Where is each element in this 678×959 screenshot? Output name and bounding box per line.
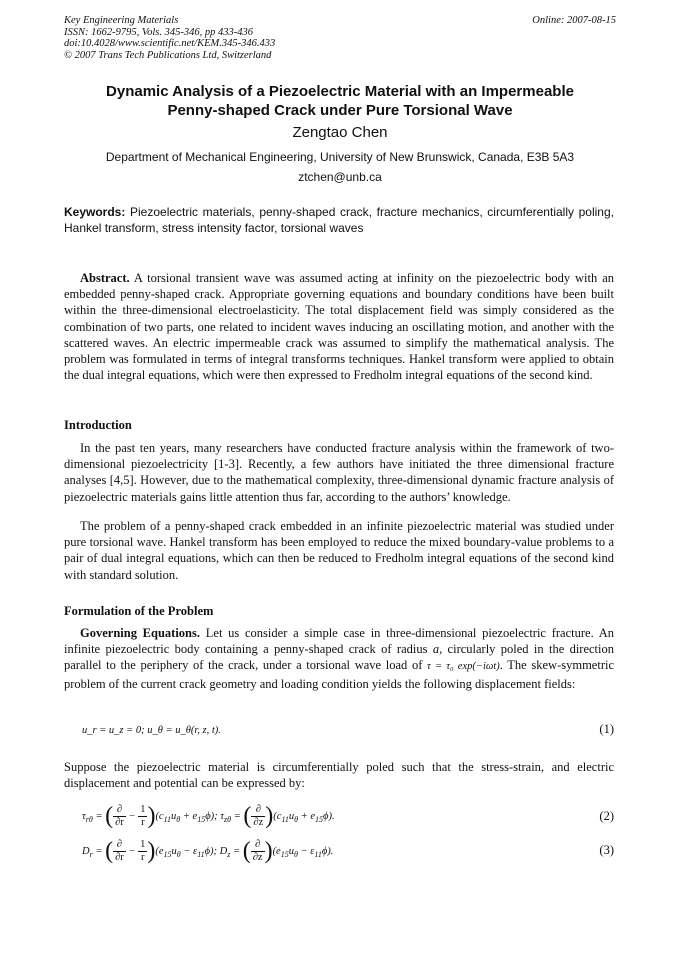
radius-variable: a bbox=[432, 642, 440, 657]
journal-copyright: © 2007 Trans Tech Publications Ltd, Switzerland bbox=[64, 49, 272, 61]
online-date: Online: 2007-08-15 bbox=[532, 15, 616, 26]
formulation-paragraph-2 bbox=[64, 759, 614, 791]
journal-name: Key Engineering Materials bbox=[64, 15, 179, 26]
intro-paragraph-2 bbox=[64, 518, 614, 583]
keywords-text: Piezoelectric materials, penny-shaped crack, fracture mechanics, circumferentially poling, Hankel transform, stress intensity factor, torsional waves bbox=[64, 205, 614, 235]
formulation-p2-text: Suppose the piezoelectric material is circumferentially poled such that the stress-strain, and electric displacement and potential can be expressed by: bbox=[64, 760, 614, 791]
paper-title bbox=[64, 82, 616, 120]
equation-2-number: (2) bbox=[599, 809, 614, 823]
formulation-paragraph-1 bbox=[64, 625, 614, 692]
intro-p2-text: The problem of a penny-shaped crack embedded in an infinite piezoelectric material was studied under pure torsional wave. Hankel transform has been employed to reduce the mixed boundary-value problems to a pair of dual integral equations, which can then be reduced to Fredholm integral equations of the second kind with standard solution. bbox=[64, 519, 614, 582]
abstract bbox=[64, 270, 614, 383]
intro-p1-text: In the past ten years, many researchers have conducted fracture analysis within the framework of two-dimensional piezoelectricity [1-3]. Recently, a few authors have initiated the three dimensional fracture analyses [4,5]. However, due to the mathematical complexity, three-dimensional dynamic fracture analysis of piezoelectric materials gains little attention thus far, according to the authors’ knowledge. bbox=[64, 441, 614, 504]
equation-1-number: (1) bbox=[599, 722, 614, 736]
section-heading-formulation: Formulation of the Problem bbox=[64, 604, 214, 618]
title-line-2: Penny-shaped Crack under Pure Torsional Wave bbox=[167, 102, 513, 119]
formulation-p1b: , circularly poled in the direction parallel to the periphery of the crack, under a torsional wave load of bbox=[64, 642, 615, 673]
formulation-p1a: Let us consider a simple case in three-dimensional piezoelectric fracture. An infinite piezoelectric body containing a penny-shaped crack of radius bbox=[64, 626, 615, 657]
intro-paragraph-1 bbox=[64, 440, 614, 505]
section-heading-introduction: Introduction bbox=[64, 418, 132, 432]
title-line-1: Dynamic Analysis of a Piezoelectric Material with an Impermeable bbox=[106, 83, 574, 100]
equation-2: $\tau_{r\theta}$ = ( $\frac{\partial}{\partial r}$ − $\frac{1}{r}$ )$(c_{11}u_\theta + e_{15}\phi)$; $\tau_{z\theta}$ = ( $\frac{\partial}{\partial z}$ )$(c_{11}u_\theta + e_{15}\phi)$. bbox=[82, 803, 335, 829]
abstract-text: A torsional transient wave was assumed acting at infinity on the piezoelectric body with an embedded penny-shaped crack. Appropriate governing equations and boundary conditions have been built within the three-dimensional electroelasticity. The total displacement field was simply considered as the combination of two parts, one related to incident waves inducing an oscillating motion, and another with the scattered waves. An electric impermeable crack was assumed to simplify the mathematical analysis. The problem was formulated in terms of integral transforms techniques. Hankel transform were applied to obtain the dual integral equations, which were then expressed to Fredholm integral equations of the second kind. bbox=[64, 271, 614, 383]
author-email: ztchen@unb.ca bbox=[298, 170, 382, 184]
abstract-label: Abstract. bbox=[80, 271, 130, 285]
governing-equations-label: Governing Equations. bbox=[80, 626, 201, 640]
author-name: Zengtao Chen bbox=[292, 124, 388, 141]
torsional-load-expression: τ = τ₀ exp(−iωt) bbox=[427, 661, 500, 673]
journal-doi: doi:10.4028/www.scientific.net/KEM.345-346.433 bbox=[64, 38, 276, 49]
journal-issn: ISSN: 1662-9795, Vols. 345-346, pp 433-436 bbox=[64, 26, 253, 38]
author-affiliation: Department of Mechanical Engineering, University of New Brunswick, Canada, E3B 5A3 bbox=[105, 150, 575, 164]
keywords-label: Keywords: bbox=[64, 205, 126, 219]
formulation-p1c: . The skew-symmetric problem of the current crack geometry and loading condition yields the following displacement fields: bbox=[64, 658, 614, 691]
equation-1: u_r = u_z = 0; u_θ = u_θ(r, z, t). bbox=[82, 725, 221, 736]
equation-3-number: (3) bbox=[599, 843, 614, 857]
journal-header bbox=[64, 15, 616, 61]
keywords bbox=[64, 205, 614, 236]
equation-3: $D_r$ = ( $\frac{\partial}{\partial r}$ − $\frac{1}{r}$ )$(e_{15}u_\theta - \varepsilon_{11}\phi)$; $D_z$ = ( $\frac{\partial}{\partial z}$ )$(e_{15}u_\theta - \varepsilon_{11}\phi)$. bbox=[82, 838, 334, 864]
